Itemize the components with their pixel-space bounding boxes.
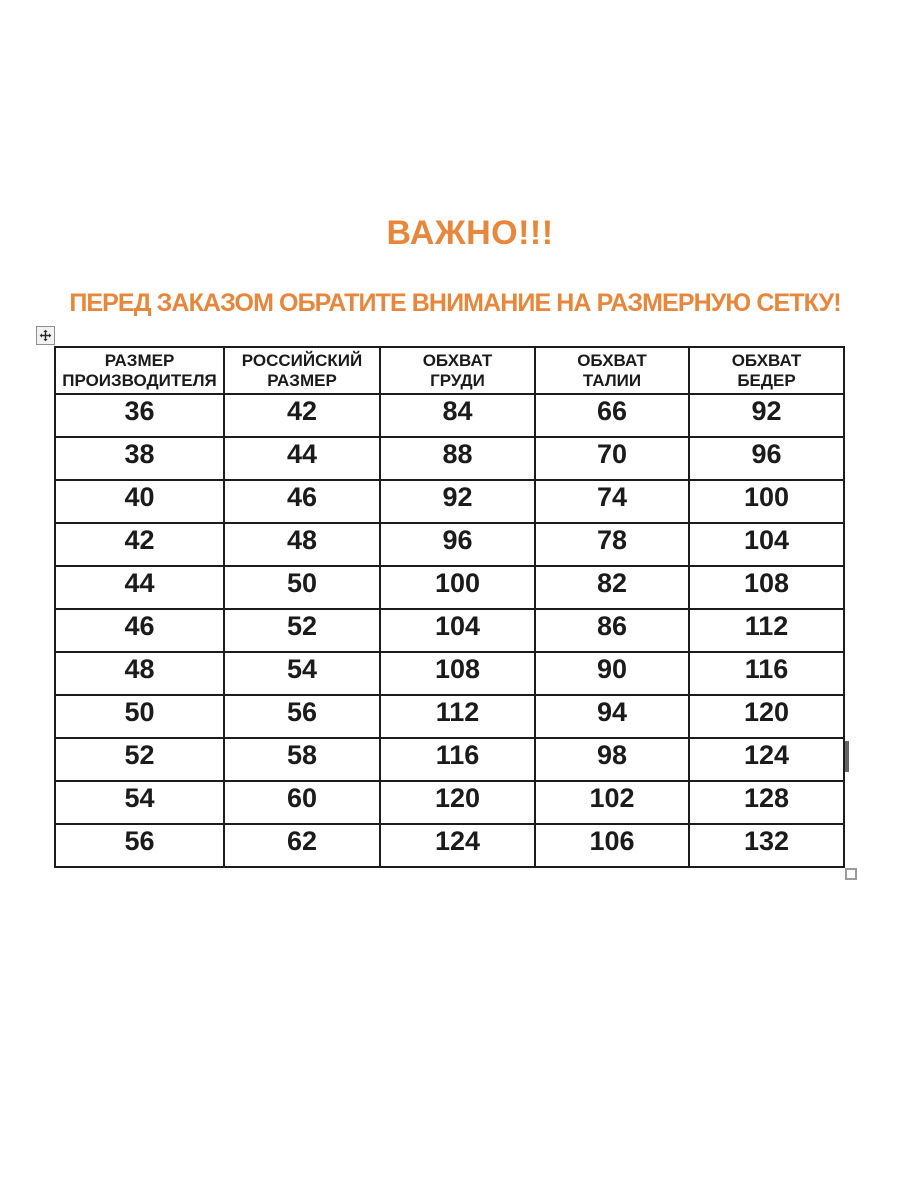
table-cell: 44 — [55, 566, 224, 609]
table-cell: 92 — [689, 394, 844, 437]
table-cell: 108 — [689, 566, 844, 609]
table-cell: 42 — [55, 523, 224, 566]
table-cell: 74 — [535, 480, 689, 523]
table-row — [55, 781, 844, 824]
table-cell: 94 — [535, 695, 689, 738]
table-cell: 86 — [535, 609, 689, 652]
column-header-manufacturer-size — [55, 347, 224, 394]
table-cell: 82 — [535, 566, 689, 609]
table-cell: 48 — [55, 652, 224, 695]
header-line: ТАЛИИ — [582, 370, 642, 390]
table-row — [55, 523, 844, 566]
table-cell: 42 — [224, 394, 380, 437]
table-cell: 124 — [380, 824, 535, 867]
table-cell: 52 — [224, 609, 380, 652]
table-cell: 48 — [224, 523, 380, 566]
move-cross-icon — [39, 329, 52, 342]
table-row — [55, 480, 844, 523]
column-header-bust — [380, 347, 535, 394]
table-cell: 132 — [689, 824, 844, 867]
header-line: РАЗМЕР — [267, 370, 337, 390]
table-cell: 116 — [689, 652, 844, 695]
table-cell: 106 — [535, 824, 689, 867]
size-table-body — [55, 394, 844, 867]
header-line: ПРОИЗВОДИТЕЛЯ — [62, 370, 217, 390]
table-cell: 120 — [689, 695, 844, 738]
table-resize-handle[interactable] — [845, 868, 857, 880]
page-subtitle: ПЕРЕД ЗАКАЗОМ ОБРАТИТЕ ВНИМАНИЕ НА РАЗМЕРНУЮ СЕТКУ! — [69, 289, 841, 317]
size-table — [54, 346, 845, 868]
table-cell: 104 — [689, 523, 844, 566]
table-cell: 100 — [380, 566, 535, 609]
header-line: ГРУДИ — [430, 370, 485, 390]
table-cell: 58 — [224, 738, 380, 781]
header-row — [55, 347, 844, 394]
table-cell: 54 — [224, 652, 380, 695]
table-row — [55, 394, 844, 437]
column-header-hips — [689, 347, 844, 394]
table-cell: 116 — [380, 738, 535, 781]
table-cell: 88 — [380, 437, 535, 480]
table-cell: 52 — [55, 738, 224, 781]
header-line: ОБХВАТ — [422, 350, 493, 370]
table-cell: 62 — [224, 824, 380, 867]
table-row — [55, 738, 844, 781]
table-cell: 38 — [55, 437, 224, 480]
size-table-header — [55, 347, 844, 394]
table-cell: 50 — [55, 695, 224, 738]
table-cell: 102 — [535, 781, 689, 824]
table-cell: 56 — [55, 824, 224, 867]
table-row — [55, 652, 844, 695]
table-cell: 96 — [689, 437, 844, 480]
table-cell: 108 — [380, 652, 535, 695]
table-cell: 60 — [224, 781, 380, 824]
table-cell: 100 — [689, 480, 844, 523]
table-cell: 44 — [224, 437, 380, 480]
table-cell: 54 — [55, 781, 224, 824]
table-cell: 96 — [380, 523, 535, 566]
header-line: РАЗМЕР — [104, 350, 175, 370]
table-row — [55, 566, 844, 609]
table-move-handle[interactable] — [36, 326, 55, 345]
table-cell: 36 — [55, 394, 224, 437]
header-line: ОБХВАТ — [731, 350, 802, 370]
table-cell: 120 — [380, 781, 535, 824]
table-row — [55, 695, 844, 738]
column-header-russian-size — [224, 347, 380, 394]
table-cell: 70 — [535, 437, 689, 480]
table-cell: 90 — [535, 652, 689, 695]
table-cell: 50 — [224, 566, 380, 609]
table-cell: 98 — [535, 738, 689, 781]
column-header-waist — [535, 347, 689, 394]
header-line: ОБХВАТ — [577, 350, 647, 370]
table-cell: 66 — [535, 394, 689, 437]
table-cell: 104 — [380, 609, 535, 652]
text-cursor — [845, 741, 849, 772]
table-cell: 40 — [55, 480, 224, 523]
table-cell: 124 — [689, 738, 844, 781]
table-cell: 112 — [380, 695, 535, 738]
table-cell: 84 — [380, 394, 535, 437]
table-cell: 46 — [224, 480, 380, 523]
table-row — [55, 824, 844, 867]
table-cell: 78 — [535, 523, 689, 566]
header-line: РОССИЙСКИЙ — [241, 350, 363, 370]
header-line: БЕДЕР — [737, 370, 796, 390]
table-row — [55, 437, 844, 480]
table-cell: 92 — [380, 480, 535, 523]
table-cell: 112 — [689, 609, 844, 652]
page-title: ВАЖНО!!! — [386, 214, 554, 252]
table-cell: 128 — [689, 781, 844, 824]
table-cell: 56 — [224, 695, 380, 738]
table-cell: 46 — [55, 609, 224, 652]
table-row — [55, 609, 844, 652]
